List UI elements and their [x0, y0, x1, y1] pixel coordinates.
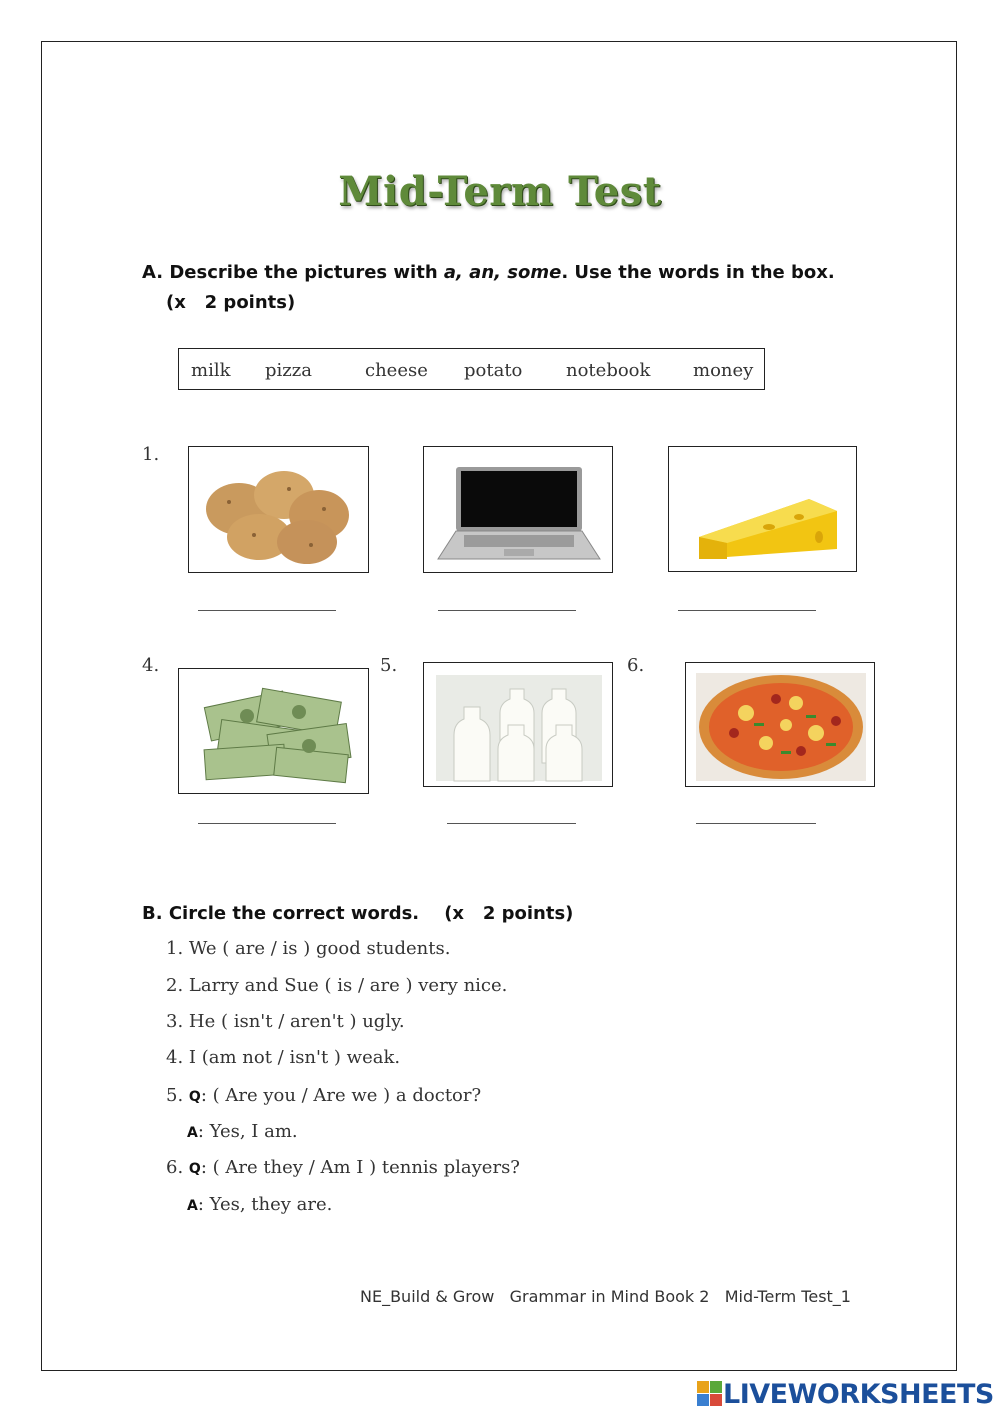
answer-blank-1[interactable]	[198, 610, 336, 611]
question-5-q-tag: Q	[188, 1089, 201, 1105]
answer-blank-4[interactable]	[198, 823, 336, 824]
question-6	[166, 1157, 520, 1178]
word-notebook: notebook	[566, 360, 651, 381]
answer-blank-6[interactable]	[696, 823, 816, 824]
word-box	[178, 348, 765, 390]
answer-5-a-tag: A	[187, 1125, 198, 1141]
liveworksheets-brand[interactable]	[697, 1378, 994, 1410]
cheese-picture	[668, 446, 857, 572]
answer-blank-3[interactable]	[678, 610, 816, 611]
potatoes-picture	[188, 446, 369, 573]
word-pizza: pizza	[265, 360, 312, 381]
laptop-picture	[423, 446, 613, 573]
item-number-6: 6.	[627, 655, 645, 676]
page-footer: NE_Build & Grow Grammar in Mind Book 2 Mid-Term Test_1	[360, 1287, 851, 1306]
answer-6-a-tag: A	[187, 1198, 198, 1214]
money-picture	[178, 668, 369, 794]
item-number-1: 1.	[142, 444, 160, 465]
section-a-instruction-start: A. Describe the pictures with	[142, 262, 444, 283]
section-a-instruction-end: . Use the words in the box.	[561, 262, 835, 283]
word-money: money	[693, 360, 754, 381]
question-5	[166, 1085, 481, 1106]
milk-bottles-picture	[423, 662, 613, 787]
question-5-text: : ( Are you / Are we ) a doctor?	[200, 1085, 482, 1106]
pizza-picture	[685, 662, 875, 787]
answer-blank-2[interactable]	[438, 610, 576, 611]
brand-name: LIVEWORKSHEETS	[723, 1378, 994, 1410]
answer-blank-5[interactable]	[447, 823, 576, 824]
article-an: an,	[469, 262, 501, 283]
item-number-4: 4.	[142, 655, 160, 676]
article-a: a,	[443, 262, 463, 283]
question-6-q-tag: Q	[188, 1161, 201, 1177]
question-2: 2. Larry and Sue ( is / are ) very nice.	[166, 975, 508, 996]
article-some: some	[507, 262, 562, 283]
section-a-points: (x 2 points)	[166, 292, 296, 313]
item-number-5: 5.	[380, 655, 398, 676]
question-1: 1. We ( are / is ) good students.	[166, 938, 451, 959]
answer-5	[187, 1121, 298, 1142]
question-6-number: 6.	[166, 1157, 189, 1178]
question-5-number: 5.	[166, 1085, 189, 1106]
answer-5-text: : Yes, I am.	[197, 1121, 298, 1142]
word-potato: potato	[464, 360, 523, 381]
answer-6	[187, 1194, 332, 1215]
liveworksheets-logo-icon	[697, 1381, 723, 1407]
section-b-heading: B. Circle the correct words. (x 2 points)	[142, 903, 574, 924]
word-cheese: cheese	[365, 360, 428, 381]
page-title: Mid-Term Test	[338, 168, 662, 215]
question-4: 4. I (am not / isn't ) weak.	[166, 1047, 401, 1068]
word-milk: milk	[191, 360, 231, 381]
question-3: 3. He ( isn't / aren't ) ugly.	[166, 1011, 405, 1032]
answer-6-text: : Yes, they are.	[197, 1194, 333, 1215]
question-6-text: : ( Are they / Am I ) tennis players?	[200, 1157, 520, 1178]
section-a-heading	[142, 262, 835, 283]
